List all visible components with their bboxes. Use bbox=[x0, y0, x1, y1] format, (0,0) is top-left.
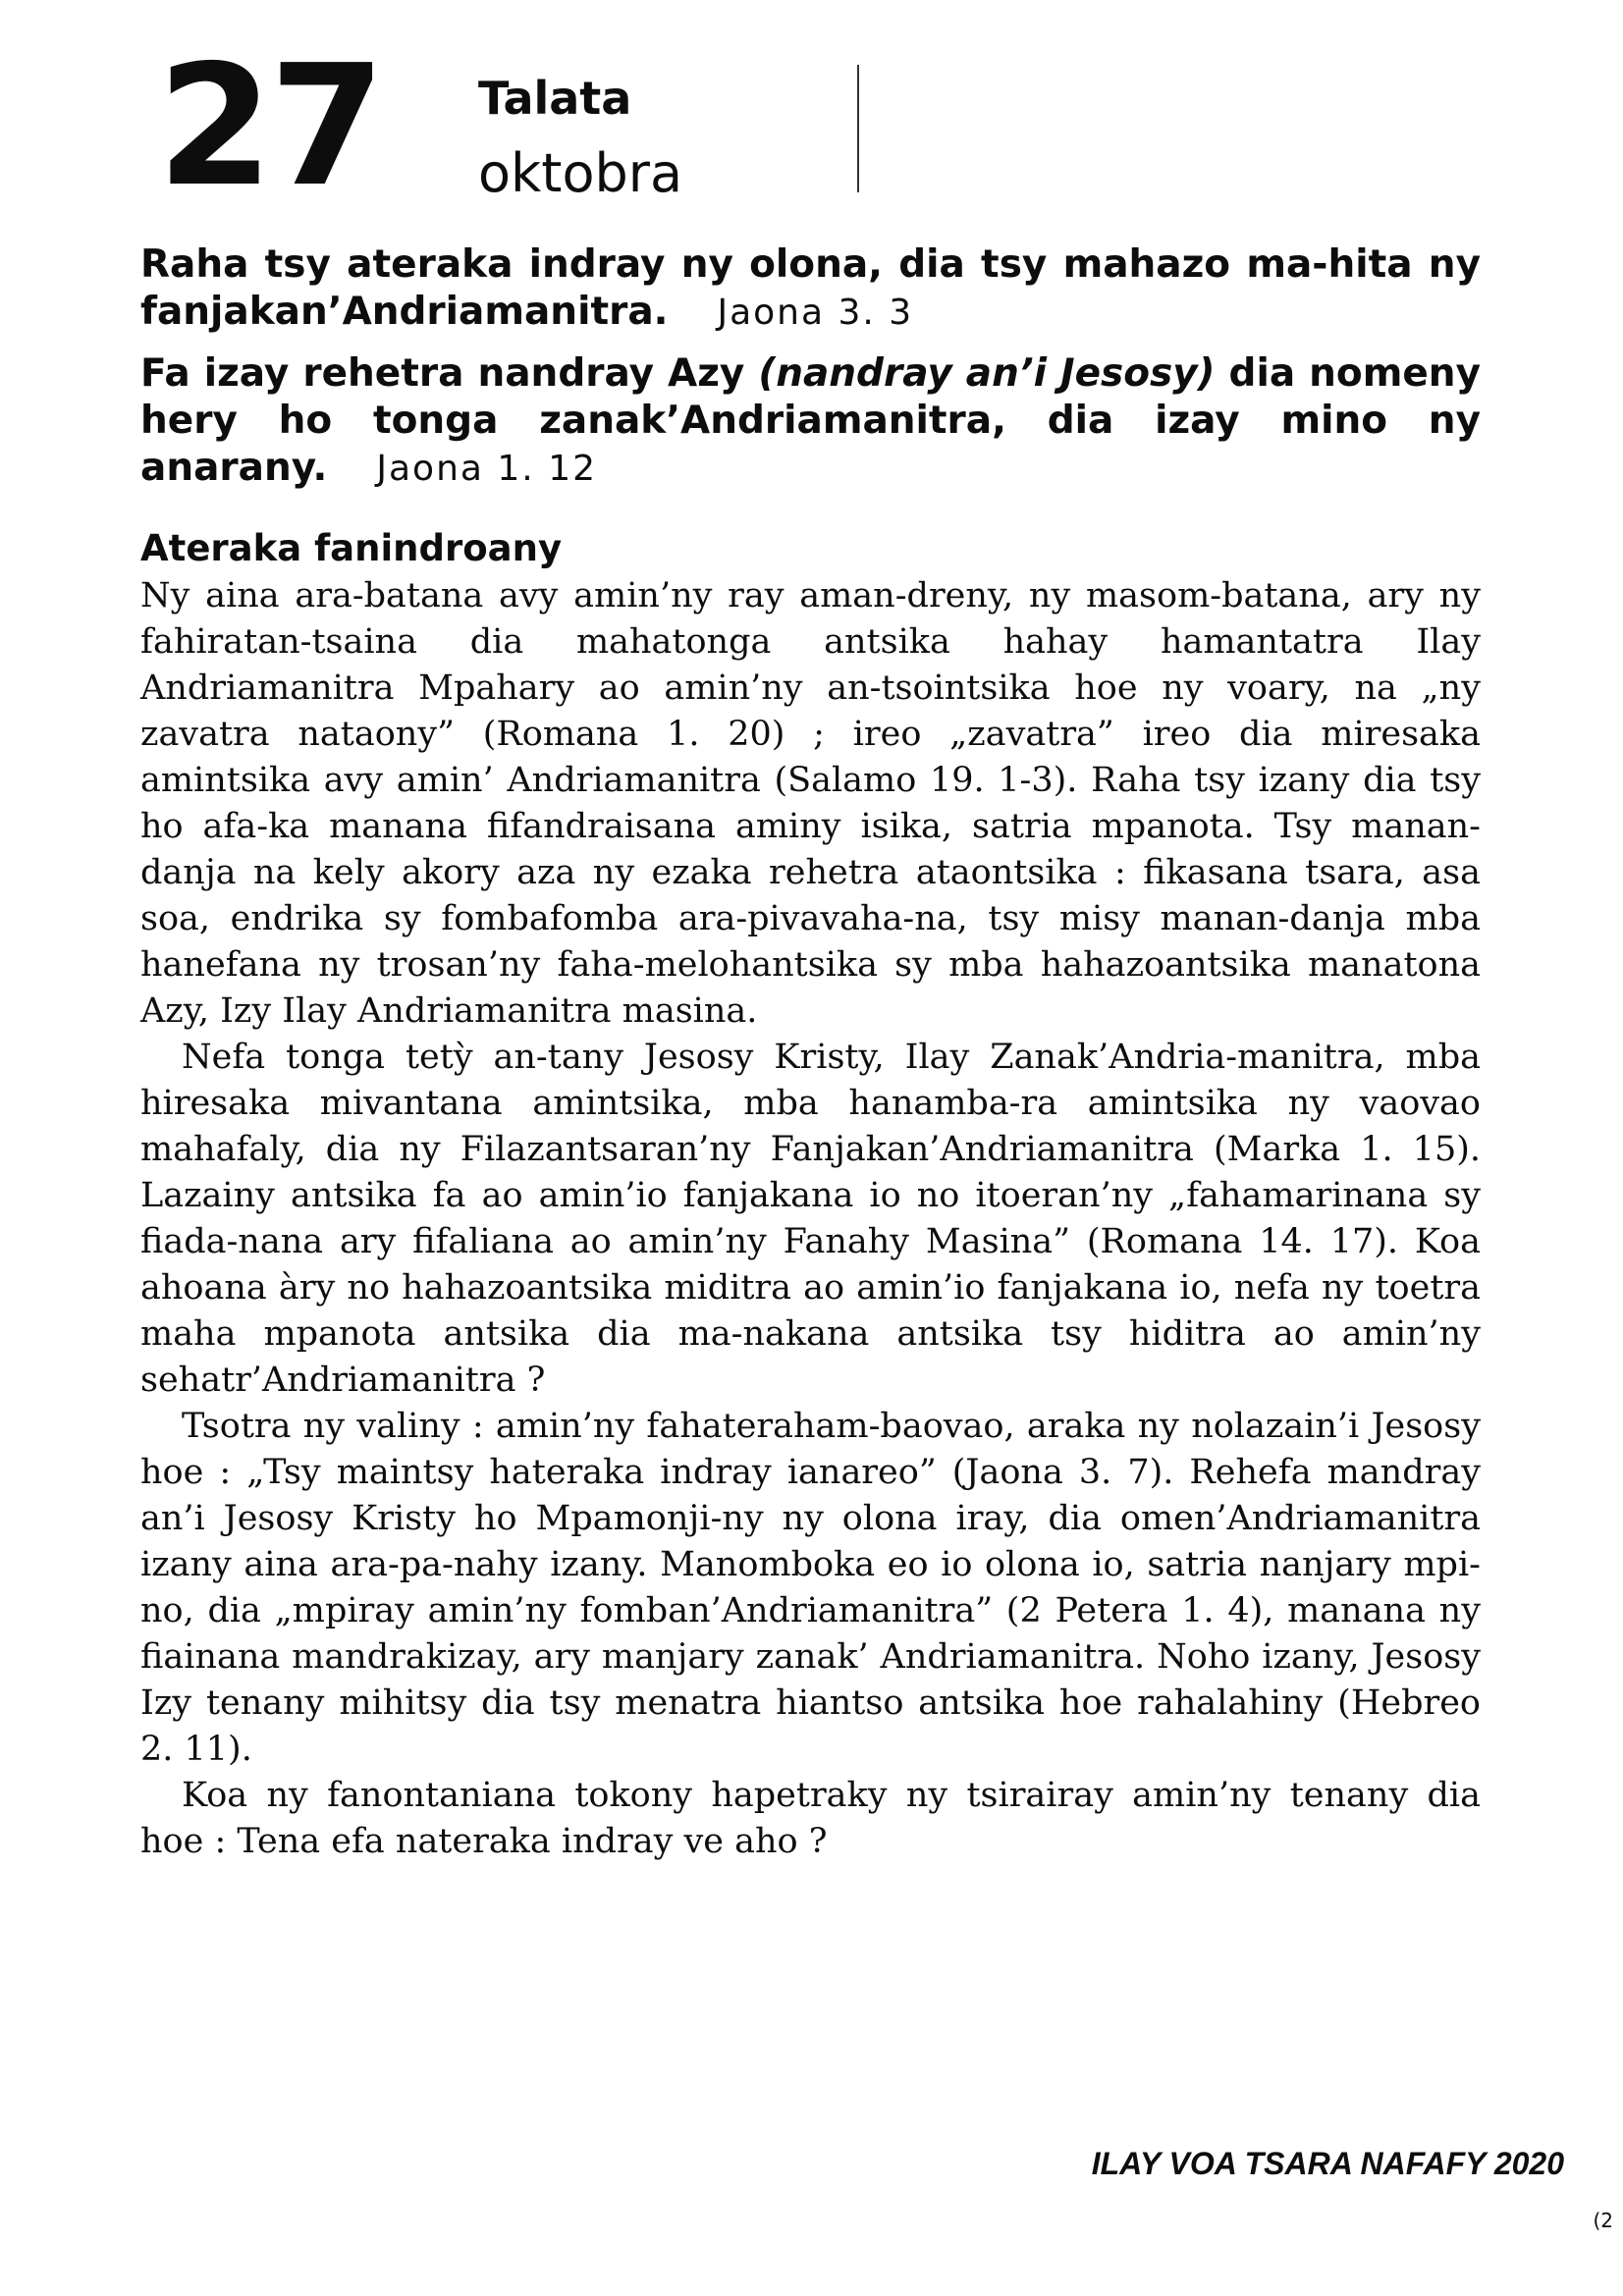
body-paragraph-3: Tsotra ny valiny : amin’ny fahateraham-baovao, araka ny nolazain’i Jesosy hoe : „Tsy maintsy hateraka indray ianareo” (Jaona 3. 7). Rehefa mandray an’i Jesosy Kristy ho Mpamonji-ny ny olona iray, dia omen’Andriamanitra izany aina ara-pa-nahy izany. Manomboka eo io olona io, satria nanjary mpi-no, dia „mpiray amin’ny fomban’Andriamanitra” (2 Petera 1. 4), manana ny fiainana mandrakizay, ary manjary zanak’ Andriamanitra. Noho izany, Jesosy Izy tenany mihitsy dia tsy menatra hiantso antsika hoe rahalahiny (Hebreo 2. 11). bbox=[140, 1407, 1481, 1769]
verse-1 bbox=[140, 241, 1481, 337]
month-label: oktobra bbox=[478, 142, 683, 204]
header-divider bbox=[857, 65, 859, 192]
day-number: 27 bbox=[157, 29, 382, 224]
verse-2-parenthetical: (nandray an’i Jesosy) bbox=[758, 351, 1216, 396]
body-paragraph-4: Koa ny fanontaniana tokony hapetraky ny tsirairay amin’ny tenany dia hoe : Tena efa nateraka indray ve aho ? bbox=[140, 1776, 1481, 1861]
page-number: (2 bbox=[1593, 2209, 1613, 2232]
section-heading: Ateraka fanindroany bbox=[140, 527, 563, 569]
verse-2 bbox=[140, 350, 1481, 493]
publication-title: ILAY VOA TSARA NAFAFY 2020 bbox=[1091, 2146, 1564, 2181]
verse-2-reference: Jaona 1. 12 bbox=[376, 449, 597, 489]
body-paragraph-1: Ny aina ara-batana avy amin’ny ray aman-dreny, ny masom-batana, ary ny fahiratan-tsaina dia mahatonga antsika hahay hamantatra Ilay Andriamanitra Mpahary ao amin’ny an-tsointsika hoe ny voary, na „ny zavatra nataony” (Romana 1. 20) ; ireo „zavatra” ireo dia miresaka amintsika avy amin’ Andriamanitra (Salamo 19. 1-3). Raha tsy izany dia tsy ho afa-ka manana fifandraisana aminy isika, satria mpanota. Tsy manan-danja na kely akory aza ny ezaka rehetra ataontsika : fikasana tsara, asa soa, endrika sy fombafomba ara-pivavaha-na, tsy misy manan-danja mba hanefana ny trosan’ny faha-melohantsika sy mba hahazoantsika manatona Azy, Izy Ilay Andriamanitra masina. bbox=[140, 576, 1481, 1031]
verse-1-reference: Jaona 3. 3 bbox=[717, 293, 914, 333]
verse-1-text: Raha tsy ateraka indray ny olona, dia tsy mahazo ma-hita ny fanjakan’Andriamanitra. bbox=[140, 242, 1481, 334]
date-header bbox=[0, 0, 1623, 226]
verse-2-text-after: dia nomeny hery ho tonga zanak’Andriamanitra, dia izay mino ny anarany. bbox=[140, 351, 1481, 490]
body-paragraph-2: Nefa tonga tetỳ an-tany Jesosy Kristy, Ilay Zanak’Andria-manitra, mba hiresaka mivantana amintsika, mba hanamba-ra amintsika ny vaovao mahafaly, dia ny Filazantsaran’ny Fanjakan’Andriamanitra (Marka 1. 15). Lazainy antsika fa ao amin’io fanjakana io no itoeran’ny „fahamarinana sy fiada-nana ary fifaliana ao amin’ny Fanahy Masina” (Romana 14. 17). Koa ahoana àry no hahazoantsika miditra ao amin’io fanjakana io, nefa ny toetra maha mpanota antsika dia ma-nakana antsika tsy hiditra ao amin’ny sehatr’Andriamanitra ? bbox=[140, 1038, 1481, 1400]
page-content bbox=[140, 241, 1481, 1865]
weekday-label: Talata bbox=[478, 72, 632, 125]
verse-2-text-before: Fa izay rehetra nandray Azy bbox=[140, 351, 745, 396]
